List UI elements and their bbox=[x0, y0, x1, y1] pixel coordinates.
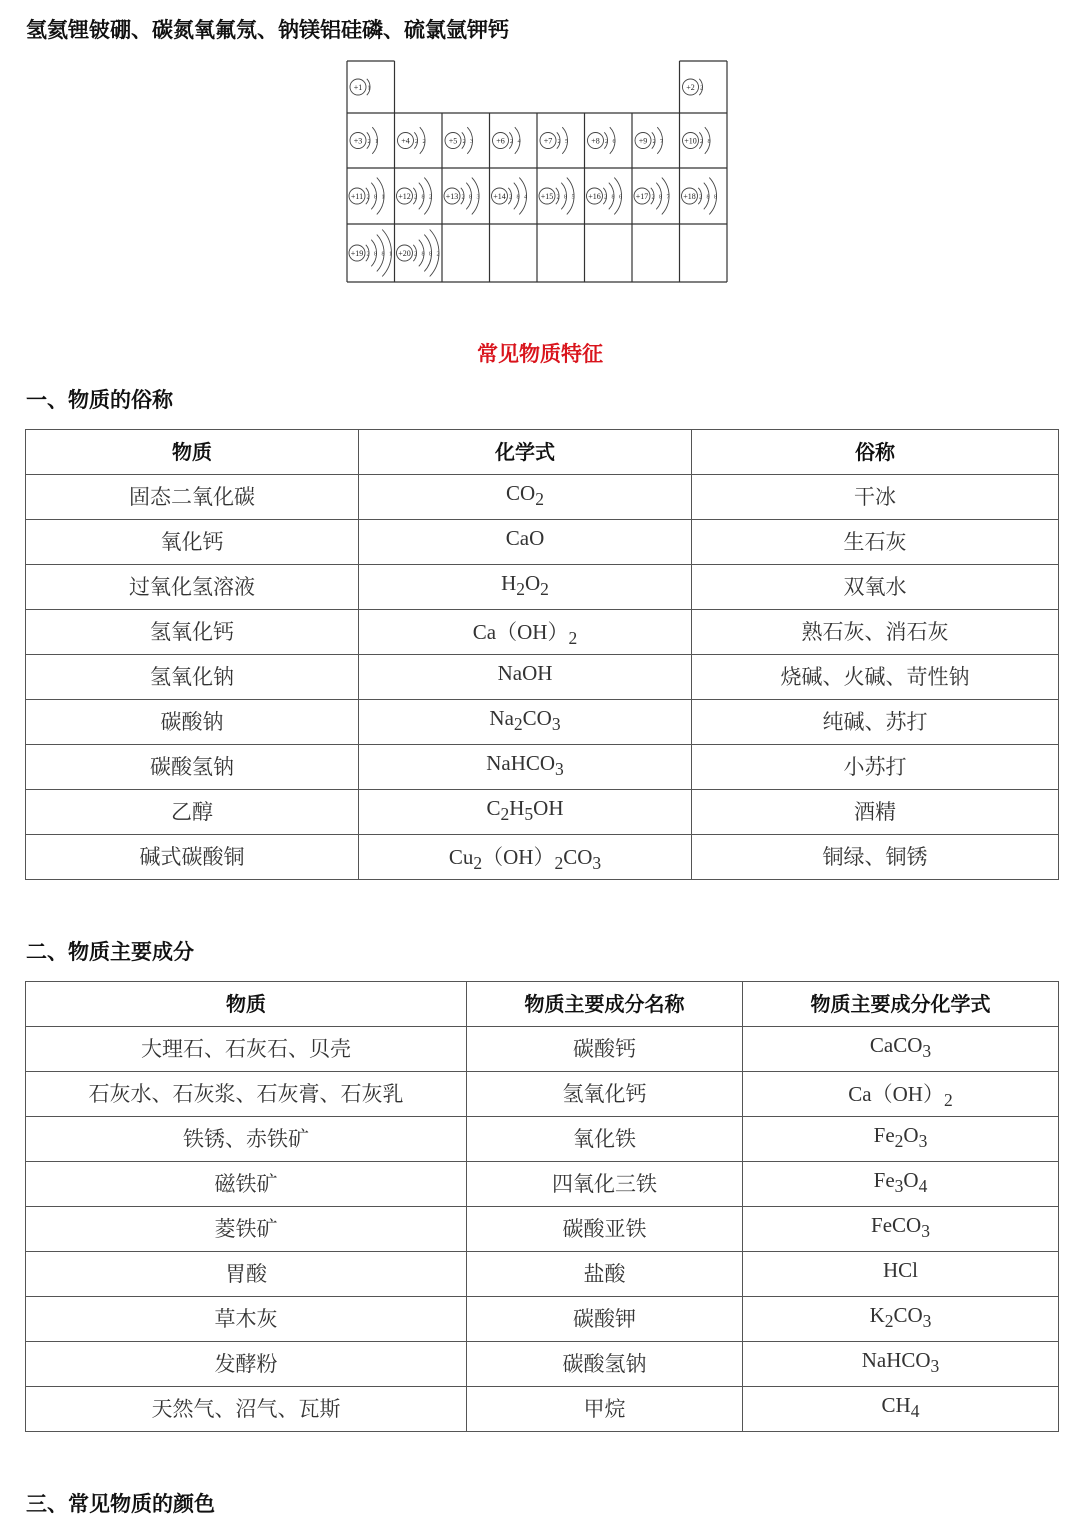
cell-common: 纯碱、苏打 bbox=[692, 700, 1059, 745]
shell-electron-count: 2 bbox=[604, 194, 607, 201]
table-header-row bbox=[26, 430, 1059, 475]
cell-name: 碳酸氢钠 bbox=[467, 1342, 743, 1387]
cell-name: 碳酸钙 bbox=[467, 1027, 743, 1072]
table-row bbox=[26, 1162, 1059, 1207]
cell-common: 烧碱、火碱、苛性钠 bbox=[692, 655, 1059, 700]
cell-name: 碳酸钾 bbox=[467, 1297, 743, 1342]
atom-diagram bbox=[398, 127, 426, 154]
cell-formula: CaCO$_3$ bbox=[743, 1027, 1059, 1072]
common-names-table bbox=[25, 429, 1059, 880]
shell-electron-count: 2 bbox=[556, 194, 560, 201]
cell-common: 小苏打 bbox=[692, 745, 1059, 790]
table-row bbox=[26, 1342, 1059, 1387]
cell-formula: NaHCO$_3$ bbox=[743, 1342, 1059, 1387]
cell-common: 双氧水 bbox=[692, 565, 1059, 610]
shell-electron-count: 8 bbox=[611, 194, 615, 201]
atom-diagram bbox=[350, 127, 378, 154]
shell-electron-count: 2 bbox=[461, 194, 465, 201]
table-row bbox=[26, 655, 1059, 700]
nucleus-charge: +14 bbox=[493, 192, 506, 201]
nucleus-charge: +9 bbox=[638, 136, 648, 146]
table-row bbox=[26, 565, 1059, 610]
cell-substance: 过氧化氢溶液 bbox=[26, 565, 359, 610]
page-title: 常见物质特征 bbox=[477, 342, 603, 366]
cell-formula: $H_2O_2$ bbox=[359, 565, 692, 610]
cell-formula: $C_2H_5OH$ bbox=[359, 790, 692, 835]
main-components-table bbox=[25, 981, 1059, 1432]
cell-formula: $Ca(OH)_2$ bbox=[359, 610, 692, 655]
cell-common: 熟石灰、消石灰 bbox=[692, 610, 1059, 655]
cell-name: 氧化铁 bbox=[467, 1117, 743, 1162]
nucleus-charge: +10 bbox=[684, 136, 697, 146]
table-row bbox=[26, 1252, 1059, 1297]
table-row bbox=[26, 520, 1059, 565]
nucleus-charge: +13 bbox=[445, 192, 459, 201]
table-row bbox=[26, 610, 1059, 655]
shell-electron-count: 8 bbox=[469, 194, 472, 201]
atom-diagram bbox=[397, 178, 433, 215]
nucleus-charge: +7 bbox=[543, 136, 553, 146]
table-row bbox=[26, 1387, 1059, 1432]
atom-diagram bbox=[588, 127, 616, 154]
shell-electron-count: 4 bbox=[524, 194, 527, 201]
nucleus-charge: +8 bbox=[591, 136, 600, 146]
nucleus-charge: +16 bbox=[588, 192, 601, 201]
cell-substance: 天然气、沼气、瓦斯 bbox=[26, 1387, 467, 1432]
header-component-formula: 物质主要成分化学式 bbox=[743, 982, 1059, 1027]
cell-name: 甲烷 bbox=[467, 1387, 743, 1432]
cell-formula: HCl bbox=[743, 1252, 1059, 1297]
table-row bbox=[26, 1072, 1059, 1117]
header-substance: 物质 bbox=[26, 430, 359, 475]
cell-common: 干冰 bbox=[692, 475, 1059, 520]
cell-formula: $Ca(OH)_2$ bbox=[743, 1072, 1059, 1117]
nucleus-charge: +18 bbox=[683, 192, 696, 201]
atom-diagram bbox=[540, 127, 568, 154]
nucleus-charge: +2 bbox=[686, 83, 695, 92]
cell-substance: 菱铁矿 bbox=[26, 1207, 467, 1252]
header-substance: 物质 bbox=[26, 982, 467, 1027]
shell-electron-count: 1 bbox=[367, 85, 371, 92]
atom-diagram bbox=[539, 178, 575, 215]
atom-diagram bbox=[445, 127, 473, 154]
table-row bbox=[26, 745, 1059, 790]
header-common-name: 俗称 bbox=[692, 430, 1059, 475]
shell-electron-count: 1 bbox=[381, 194, 385, 201]
atom-diagram bbox=[587, 178, 623, 215]
nucleus-charge: +20 bbox=[398, 249, 411, 258]
table-row bbox=[26, 1207, 1059, 1252]
table-row bbox=[26, 475, 1059, 520]
shell-electron-count: 7 bbox=[660, 139, 663, 145]
cell-common: 铜绿、铜锈 bbox=[692, 835, 1059, 880]
shell-electron-count: 2 bbox=[366, 251, 370, 258]
cell-substance: 铁锈、赤铁矿 bbox=[26, 1117, 467, 1162]
nucleus-charge: +15 bbox=[540, 192, 554, 201]
shell-electron-count: 2 bbox=[367, 139, 371, 145]
shell-electron-count: 2 bbox=[700, 139, 703, 145]
shell-electron-count: 4 bbox=[517, 139, 521, 145]
cell-common: 生石灰 bbox=[692, 520, 1059, 565]
table-row bbox=[26, 700, 1059, 745]
atom-diagram bbox=[635, 127, 663, 154]
cell-name: 碳酸亚铁 bbox=[467, 1207, 743, 1252]
atom-diagram bbox=[350, 79, 371, 95]
cell-substance: 乙醇 bbox=[26, 790, 359, 835]
cell-formula: CaO bbox=[359, 520, 692, 565]
table-row bbox=[26, 1297, 1059, 1342]
element-mnemonic: 氢氦锂铍硼、碳氮氧氟氖、钠镁铝硅磷、硫氯氩钾钙 bbox=[26, 18, 509, 42]
cell-substance: 碱式碳酸铜 bbox=[26, 835, 359, 880]
shell-electron-count: 1 bbox=[389, 251, 392, 258]
shell-electron-count: 2 bbox=[414, 194, 417, 201]
atom-structure-grid bbox=[346, 60, 736, 284]
header-component-name: 物质主要成分名称 bbox=[467, 982, 743, 1027]
atom-diagram bbox=[492, 178, 528, 215]
cell-substance: 氧化钙 bbox=[26, 520, 359, 565]
cell-formula: $Fe_3O_4$ bbox=[743, 1162, 1059, 1207]
shell-electron-count: 8 bbox=[421, 194, 425, 201]
cell-formula: $Fe_2O_3$ bbox=[743, 1117, 1059, 1162]
section-title-colors: 三、常见物质的颜色 bbox=[26, 1492, 215, 1516]
nucleus-charge: +19 bbox=[350, 249, 364, 258]
section-title-common-names: 一、物质的俗称 bbox=[26, 388, 173, 412]
shell-electron-count: 8 bbox=[706, 194, 710, 201]
shell-electron-count: 2 bbox=[557, 139, 561, 145]
cell-formula: $Cu_2(OH)_2CO_3$ bbox=[359, 835, 692, 880]
shell-electron-count: 8 bbox=[429, 251, 432, 258]
shell-electron-count: 2 bbox=[509, 194, 512, 201]
shell-electron-count: 3 bbox=[476, 194, 480, 201]
cell-substance: 发酵粉 bbox=[26, 1342, 467, 1387]
cell-common: 酒精 bbox=[692, 790, 1059, 835]
atom-diagram bbox=[682, 178, 718, 215]
cell-formula: NaOH bbox=[359, 655, 692, 700]
shell-electron-count: 8 bbox=[707, 139, 711, 145]
shell-electron-count: 8 bbox=[516, 194, 520, 201]
cell-name: 氢氧化钙 bbox=[467, 1072, 743, 1117]
cell-formula: $K_2CO_3$ bbox=[743, 1297, 1059, 1342]
shell-electron-count: 2 bbox=[700, 85, 703, 92]
cell-name: 四氧化三铁 bbox=[467, 1162, 743, 1207]
shell-electron-count: 8 bbox=[659, 194, 662, 201]
section-title-main-components: 二、物质主要成分 bbox=[26, 940, 194, 964]
nucleus-charge: +1 bbox=[353, 83, 363, 92]
cell-substance: 碳酸氢钠 bbox=[26, 745, 359, 790]
shell-electron-count: 6 bbox=[619, 194, 622, 201]
cell-substance: 胃酸 bbox=[26, 1252, 467, 1297]
cell-formula: $CO_2$ bbox=[359, 475, 692, 520]
table-row bbox=[26, 1027, 1059, 1072]
shell-electron-count: 8 bbox=[564, 194, 567, 201]
nucleus-charge: +5 bbox=[448, 136, 458, 146]
cell-name: 盐酸 bbox=[467, 1252, 743, 1297]
atom-diagram bbox=[683, 127, 711, 154]
shell-electron-count: 8 bbox=[714, 194, 717, 201]
cell-substance: 石灰水、石灰浆、石灰膏、石灰乳 bbox=[26, 1072, 467, 1117]
table-row bbox=[26, 835, 1059, 880]
shell-electron-count: 2 bbox=[414, 251, 417, 258]
header-formula: 化学式 bbox=[359, 430, 692, 475]
atom-diagram bbox=[493, 127, 521, 154]
shell-electron-count: 7 bbox=[666, 194, 670, 201]
shell-electron-count: 5 bbox=[565, 139, 568, 145]
cell-substance: 氢氧化钙 bbox=[26, 610, 359, 655]
shell-electron-count: 8 bbox=[421, 251, 425, 258]
shell-electron-count: 2 bbox=[652, 139, 656, 145]
cell-substance: 磁铁矿 bbox=[26, 1162, 467, 1207]
nucleus-charge: +3 bbox=[353, 136, 363, 146]
shell-electron-count: 5 bbox=[571, 194, 575, 201]
cell-substance: 碳酸钠 bbox=[26, 700, 359, 745]
shell-electron-count: 2 bbox=[462, 139, 466, 145]
shell-electron-count: 8 bbox=[381, 251, 385, 258]
nucleus-charge: +17 bbox=[635, 192, 649, 201]
table-row bbox=[26, 1117, 1059, 1162]
shell-electron-count: 2 bbox=[366, 194, 370, 201]
atom-diagram bbox=[683, 79, 704, 95]
shell-electron-count: 2 bbox=[415, 139, 418, 145]
shell-electron-count: 2 bbox=[436, 251, 440, 258]
table-row bbox=[26, 790, 1059, 835]
shell-electron-count: 1 bbox=[375, 139, 378, 145]
atom-diagram bbox=[349, 230, 392, 277]
nucleus-charge: +11 bbox=[350, 192, 364, 201]
shell-electron-count: 2 bbox=[605, 139, 608, 145]
cell-formula: NaHCO$_3$ bbox=[359, 745, 692, 790]
nucleus-charge: +4 bbox=[401, 136, 410, 146]
cell-substance: 固态二氧化碳 bbox=[26, 475, 359, 520]
atom-diagram bbox=[397, 230, 440, 277]
cell-substance: 草木灰 bbox=[26, 1297, 467, 1342]
shell-electron-count: 2 bbox=[422, 139, 426, 145]
shell-electron-count: 2 bbox=[651, 194, 655, 201]
cell-substance: 大理石、石灰石、贝壳 bbox=[26, 1027, 467, 1072]
table-header-row bbox=[26, 982, 1059, 1027]
cell-formula: FeCO$_3$ bbox=[743, 1207, 1059, 1252]
shell-electron-count: 6 bbox=[612, 139, 616, 145]
shell-electron-count: 2 bbox=[510, 139, 513, 145]
cell-formula: $Na_2CO_3$ bbox=[359, 700, 692, 745]
shell-electron-count: 2 bbox=[429, 194, 432, 201]
atom-diagram bbox=[444, 178, 480, 215]
shell-electron-count: 8 bbox=[374, 194, 377, 201]
atom-diagram bbox=[634, 178, 670, 215]
shell-electron-count: 2 bbox=[699, 194, 702, 201]
cell-formula: $CH_4$ bbox=[743, 1387, 1059, 1432]
shell-electron-count: 8 bbox=[374, 251, 377, 258]
nucleus-charge: +6 bbox=[496, 136, 505, 146]
nucleus-charge: +12 bbox=[398, 192, 411, 201]
cell-substance: 氢氧化钠 bbox=[26, 655, 359, 700]
atom-diagram bbox=[349, 178, 385, 215]
shell-electron-count: 3 bbox=[470, 139, 473, 145]
